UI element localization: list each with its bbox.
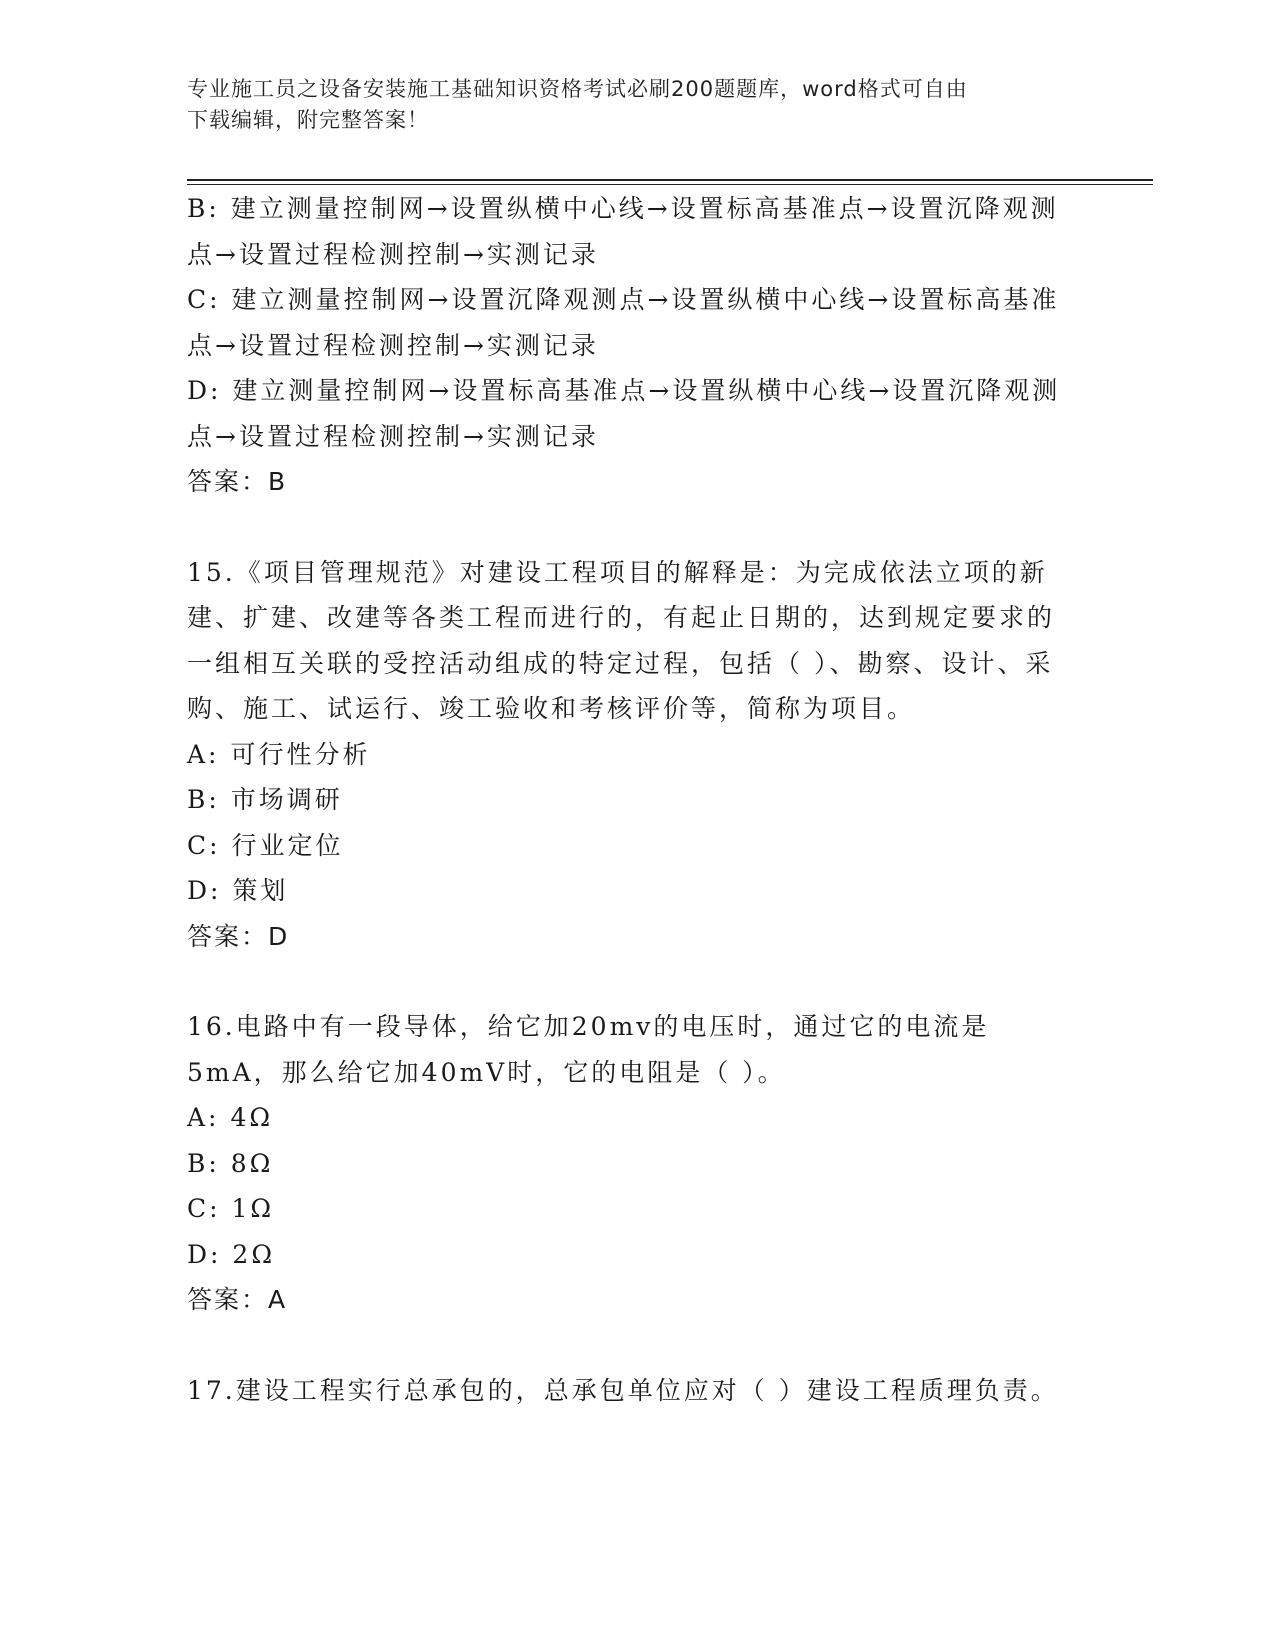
question-16 [187,1004,1077,1323]
question-15 [187,550,1077,960]
q15-answer: 答案：D [187,921,290,951]
q14-option-d: D: 建立测量控制网→设置标高基准点→设置纵横中心线→设置沉降观测点→设置过程检测控制→实测记录 [187,376,1061,451]
q16-option-d: D: 2Ω [187,1239,276,1269]
q16-option-a: A: 4Ω [187,1103,274,1132]
question-17 [187,1368,1077,1414]
q15-option-a: A: 可行性分析 [187,739,371,769]
question-14 [187,186,1077,505]
q16-option-b: B: 8Ω [187,1148,274,1178]
spacer [187,959,1077,1004]
q15-option-b: B: 市场调研 [187,785,343,814]
q15-text: 15.《项目管理规范》对建设工程项目的解释是：为完成依法立项的新建、扩建、改建等各类工程而进行的，有起止日期的，达到规定要求的一组相互关联的受控活动组成的特定过程，包括（ ）、勘察、设计、采购、施工、试运行、竣工验收和考核评价等，简称为项目。 [187,557,1056,723]
q15-option-d: D: 策划 [187,876,289,905]
header-rule-thin [187,184,1153,185]
q16-text: 16.电路中有一段导体，给它加20mv的电压时，通过它的电流是5mA，那么给它加40mV时，它的电阻是（ ）。 [187,1012,990,1087]
page-header [187,74,1067,136]
q16-answer: 答案：A [187,1285,288,1314]
header-line-1: 专业施工员之设备安装施工基础知识资格考试必刷200题题库，word格式可自由 [187,77,968,101]
q15-option-c: C: 行业定位 [187,830,344,860]
header-line-2: 下载编辑，附完整答案！ [187,108,429,132]
q14-option-b: B: 建立测量控制网→设置纵横中心线→设置标高基准点→设置沉降观测点→设置过程检测控制→实测记录 [187,194,1059,269]
q14-option-c: C: 建立测量控制网→设置沉降观测点→设置纵横中心线→设置标高基准点→设置过程检测控制→实测记录 [187,285,1060,360]
header-rule-thick [187,179,1153,181]
spacer [187,505,1077,550]
q16-option-c: C: 1Ω [187,1194,275,1223]
document-body [187,186,1077,1413]
q17-text: 17.建设工程实行总承包的，总承包单位应对（ ）建设工程质理负责。 [187,1375,1059,1405]
spacer [187,1323,1077,1368]
q14-answer: 答案：B [187,467,288,496]
